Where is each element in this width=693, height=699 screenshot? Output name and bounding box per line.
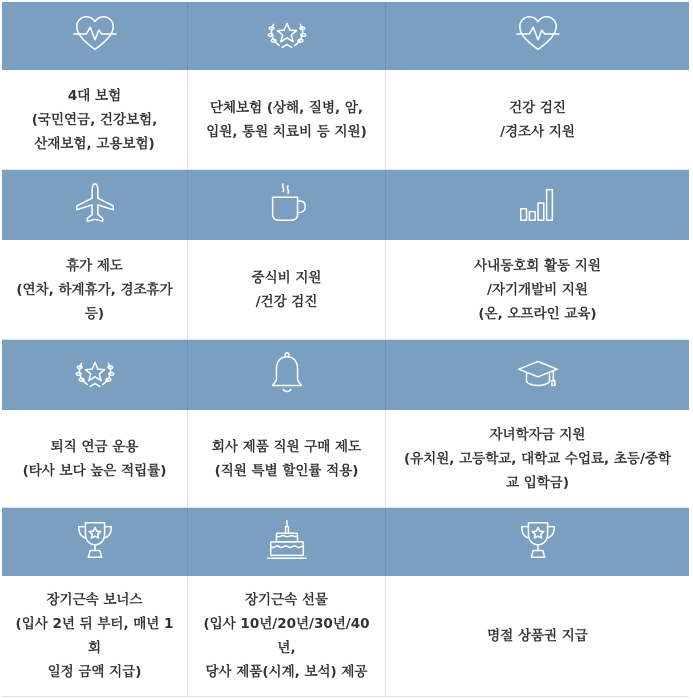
benefit-cell-1-1 <box>188 240 386 340</box>
benefit-cell-3-1 <box>188 576 386 697</box>
benefit-cell-2-2 <box>386 410 689 508</box>
benefit-cell-0-1 <box>188 70 386 170</box>
benefit-text: 중식비 지원 /건강 검진 <box>251 269 322 310</box>
bar-chart-icon <box>515 180 561 230</box>
icon-cell-1-2 <box>386 170 689 240</box>
benefit-cell-2-1 <box>188 410 386 508</box>
benefit-cell-2-0 <box>2 410 188 508</box>
laurel-star-icon <box>72 350 118 400</box>
airplane-icon <box>72 180 118 230</box>
bell-icon <box>264 350 310 400</box>
benefit-cell-1-0 <box>2 240 188 340</box>
benefits-grid <box>2 2 689 697</box>
icon-cell-3-2 <box>386 508 689 576</box>
icon-cell-3-0 <box>2 508 188 576</box>
benefit-text: 명절 상품권 지급 <box>487 628 588 644</box>
benefit-text: 퇴직 연금 운용 (타사 보다 높은 적립률) <box>22 438 167 479</box>
icon-cell-3-1 <box>188 508 386 576</box>
icon-cell-2-0 <box>2 340 188 410</box>
benefit-text: 자녀학자금 지원 (유치원, 고등학교, 대학교 수업료, 초등/중학 교 입학금) <box>404 426 671 491</box>
icon-cell-2-1 <box>188 340 386 410</box>
benefit-text: 사내동호회 활동 지원 /자기개발비 지원 (온, 오프라인 교육) <box>474 257 601 322</box>
icon-cell-1-0 <box>2 170 188 240</box>
icon-cell-0-1 <box>188 2 386 70</box>
trophy-icon <box>515 517 561 567</box>
benefit-text: 장기근속 보너스 (입사 2년 뒤 부터, 매년 1 회 일정 금액 지급) <box>15 592 174 680</box>
birthday-cake-icon <box>264 517 310 567</box>
benefit-text: 건강 검진 /경조사 지원 <box>500 99 575 140</box>
heart-pulse-icon <box>515 11 561 61</box>
graduation-cap-icon <box>515 350 561 400</box>
benefit-text: 휴가 제도 (연차, 하계휴가, 경조휴가 등) <box>16 257 173 322</box>
benefit-text: 회사 제품 직원 구매 제도 (직원 특별 할인률 적용) <box>211 438 362 479</box>
benefit-text: 장기근속 선물 (입사 10년/20년/30년/40년, 당사 제품(시계, 보석) 제공 <box>203 592 370 680</box>
icon-cell-0-0 <box>2 2 188 70</box>
benefit-cell-3-0 <box>2 576 188 697</box>
benefit-cell-0-2 <box>386 70 689 170</box>
laurel-star-icon <box>264 11 310 61</box>
benefit-cell-0-0 <box>2 70 188 170</box>
benefit-cell-1-2 <box>386 240 689 340</box>
icon-cell-1-1 <box>188 170 386 240</box>
heart-pulse-icon <box>72 11 118 61</box>
benefit-text: 단체보험 (상해, 질병, 암, 입원, 통원 치료비 등 지원) <box>206 99 367 140</box>
coffee-cup-icon <box>264 180 310 230</box>
benefit-text: 4대 보험 (국민연금, 건강보험, 산재보험, 고용보험) <box>31 87 158 152</box>
trophy-icon <box>72 517 118 567</box>
benefit-cell-3-2 <box>386 576 689 697</box>
icon-cell-0-2 <box>386 2 689 70</box>
icon-cell-2-2 <box>386 340 689 410</box>
